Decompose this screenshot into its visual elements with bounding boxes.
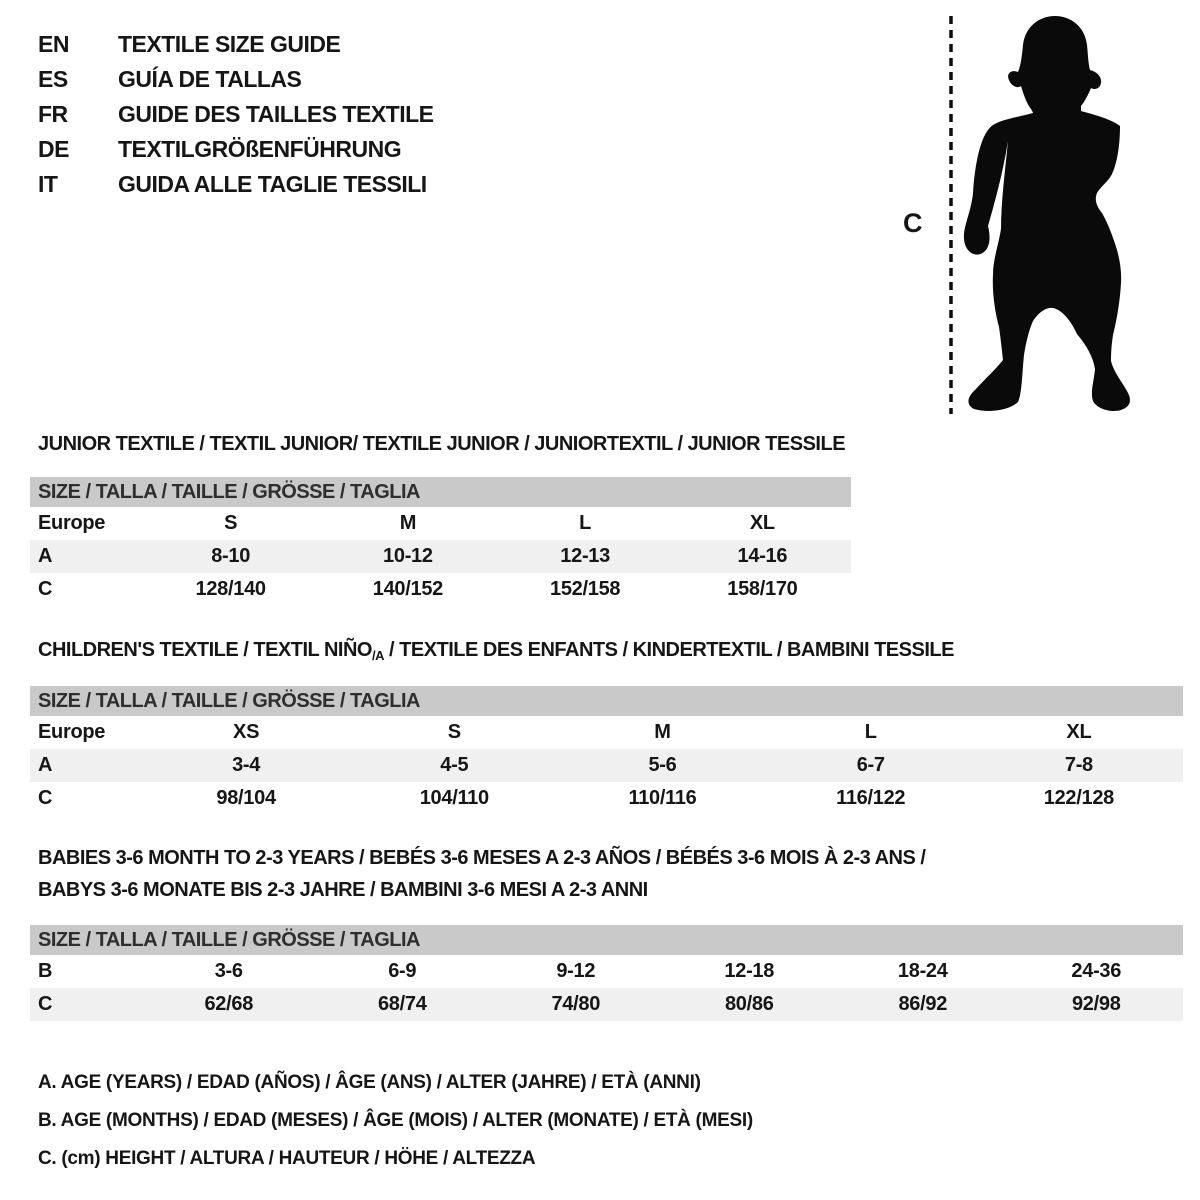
children-section-title [38,639,954,663]
language-code: EN [38,31,69,57]
babies-section-title [38,842,925,906]
language-row-de [38,132,434,167]
age-cell: 6-7 [856,754,885,776]
language-row-es [38,62,434,97]
language-code: FR [38,101,68,127]
language-row-en [38,27,434,62]
row-label: C [38,993,53,1015]
height-cell: 122/128 [1043,787,1114,809]
language-code: ES [38,66,68,92]
junior-section-title-text: JUNIOR TEXTILE / TEXTIL JUNIOR/ TEXTILE JUNIOR / JUNIORTEXTIL / JUNIOR TESSILE [38,433,846,455]
months-cell: 9-12 [556,960,596,982]
babies-title-line1: BABIES 3-6 MONTH TO 2-3 YEARS / BEBÉS 3-6 MESES A 2-3 AÑOS / BÉBÉS 3-6 MOIS À 2-3 ANS / [38,847,926,869]
size-cell: XL [1066,721,1092,743]
children-row-age [30,749,1183,782]
height-cell: 74/80 [551,993,601,1015]
months-cell: 6-9 [388,960,417,982]
language-row-it [38,167,434,202]
language-list [38,27,434,202]
height-cell: 62/68 [204,993,254,1015]
row-label: C [38,787,53,809]
junior-row-age [30,540,851,573]
junior-row-europe [30,507,851,540]
age-cell: 14-16 [737,545,788,567]
months-cell: 24-36 [1071,960,1122,982]
measure-label-c: C [903,208,923,238]
age-cell: 7-8 [1064,754,1093,776]
legend-line-a: A. AGE (YEARS) / EDAD (AÑOS) / ÂGE (ANS) / ALTER (JAHRE) / ETÀ (ANNI) [38,1072,701,1093]
height-cell: 98/104 [216,787,276,809]
height-measure-line [947,14,955,416]
children-title-subscript: /A [371,648,384,663]
age-cell: 12-13 [560,545,610,567]
months-cell: 18-24 [897,960,948,982]
height-cell: 86/92 [898,993,948,1015]
size-cell: S [447,721,461,743]
row-label: B [38,960,53,982]
children-row-europe [30,716,1183,749]
height-cell: 128/140 [195,578,266,600]
size-cell: S [224,512,238,534]
children-title-part1: CHILDREN'S TEXTILE / TEXTIL NIÑO [38,639,372,661]
row-label: A [38,545,53,567]
legend-line-c: C. (cm) HEIGHT / ALTURA / HAUTEUR / HÖHE / ALTEZZA [38,1148,536,1169]
language-label: GUIDA ALLE TAGLIE TESSILI [118,171,427,197]
children-size-table [30,686,1183,815]
size-cell: L [579,512,592,534]
junior-section-title [38,433,845,456]
row-label: Europe [38,721,106,743]
age-cell: 4-5 [440,754,469,776]
size-cell: XS [233,721,260,743]
babies-row-height [30,988,1183,1021]
height-cell: 92/98 [1071,993,1121,1015]
babies-size-table [30,925,1183,1021]
children-title-part2: / TEXTILE DES ENFANTS / KINDERTEXTIL / BAMBINI TESSILE [383,639,954,661]
language-row-fr [38,97,434,132]
size-cell: L [864,721,877,743]
language-label: TEXTILE SIZE GUIDE [118,31,341,57]
size-cell: M [654,721,671,743]
height-cell: 110/116 [628,787,697,809]
age-cell: 10-12 [383,545,433,567]
babies-size-header-bar: SIZE / TALLA / TAILLE / GRÖSSE / TAGLIA [30,925,1183,955]
age-cell: 8-10 [211,545,251,567]
junior-size-header-bar: SIZE / TALLA / TAILLE / GRÖSSE / TAGLIA [30,477,851,507]
row-label: Europe [38,512,106,534]
legend [38,1064,753,1178]
height-cell: 80/86 [724,993,774,1015]
months-cell: 3-6 [214,960,243,982]
height-cell: 104/110 [419,787,489,809]
age-cell: 3-4 [232,754,261,776]
size-cell: M [399,512,417,534]
height-cell: 140/152 [372,578,443,600]
children-row-height [30,782,1183,815]
babies-title-line2: BABYS 3-6 MONATE BIS 2-3 JAHRE / BAMBINI 3-6 MESI A 2-3 ANNI [38,879,648,901]
age-cell: 5-6 [648,754,677,776]
toddler-silhouette [960,12,1138,416]
language-code: DE [38,136,69,162]
height-cell: 152/158 [550,578,621,600]
size-cell: XL [749,512,775,534]
row-label: C [38,578,53,600]
language-label: GUIDE DES TAILLES TEXTILE [118,101,434,127]
language-code: IT [38,171,58,197]
junior-row-height [30,573,851,606]
junior-size-table [30,477,851,606]
legend-line-b: B. AGE (MONTHS) / EDAD (MESES) / ÂGE (MOIS) / ALTER (MONATE) / ETÀ (MESI) [38,1110,753,1131]
height-cell: 158/170 [727,578,798,600]
babies-row-months [30,955,1183,988]
row-label: A [38,754,53,776]
language-label: GUÍA DE TALLAS [118,66,302,92]
language-label: TEXTILGRÖßENFÜHRUNG [118,136,402,162]
months-cell: 12-18 [724,960,775,982]
height-cell: 116/122 [836,787,906,809]
children-size-header-bar: SIZE / TALLA / TAILLE / GRÖSSE / TAGLIA [30,686,1183,716]
height-cell: 68/74 [377,993,427,1015]
